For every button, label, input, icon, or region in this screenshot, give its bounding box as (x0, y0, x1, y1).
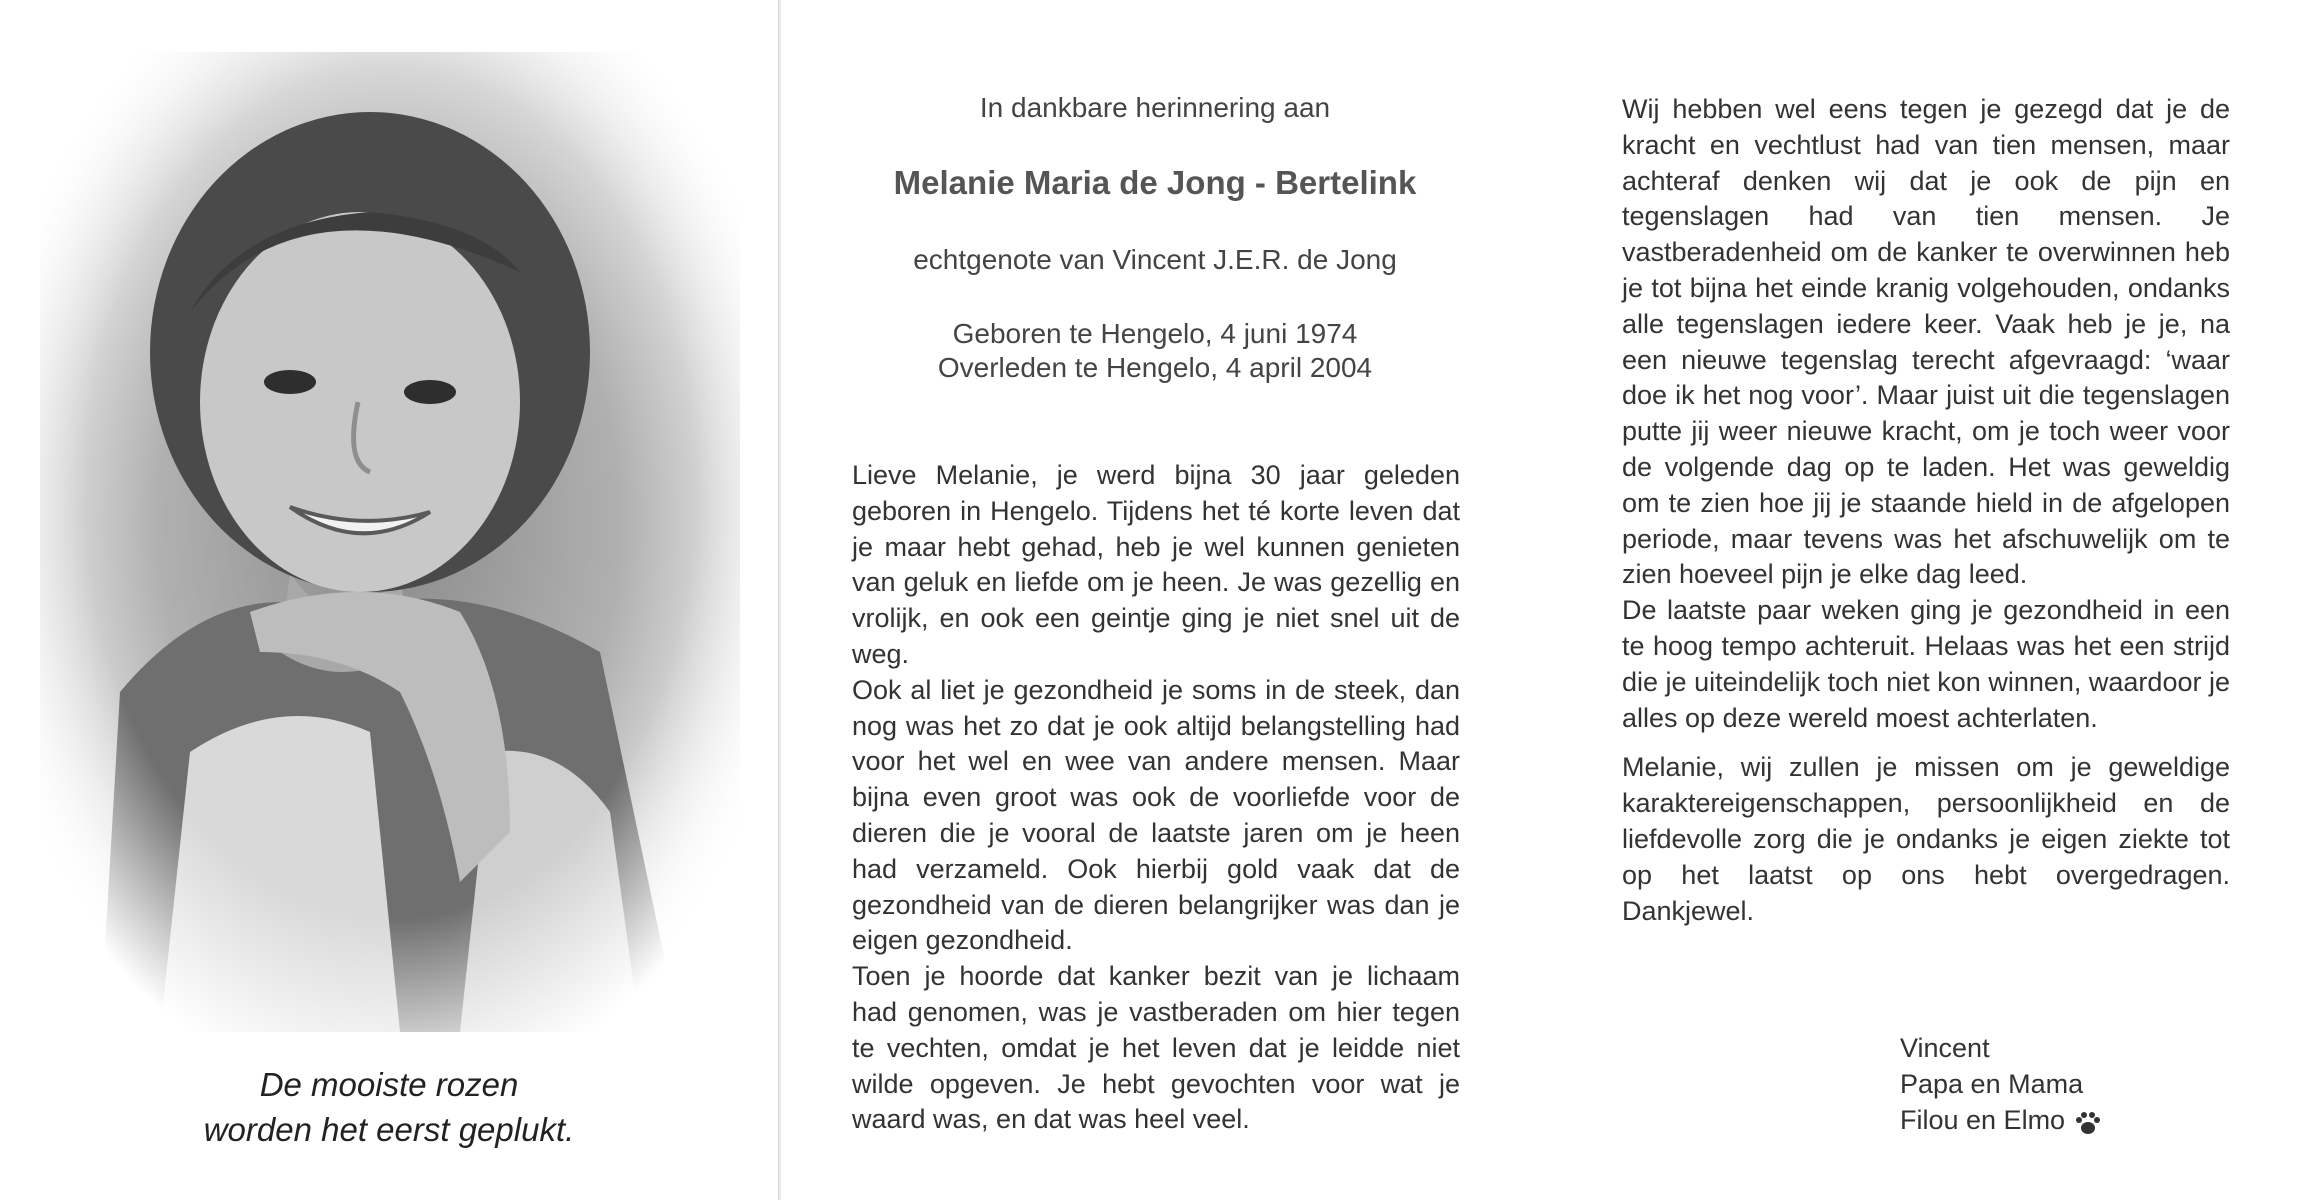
paw-icon (2073, 1109, 2103, 1135)
portrait-photo (40, 52, 740, 1032)
motto-line-1: De mooiste rozen (259, 1066, 519, 1103)
signature-line-3 (1900, 1102, 2103, 1138)
deceased-name: Melanie Maria de Jong - Bertelink (893, 164, 1417, 201)
right-paragraph-3: Melanie, wij zullen je missen om je geweldige karaktereigenschappen, persoonlijkheid en de liefdevolle zorg die je ondanks je eigen ziekte tot op het laatst op ons hebt overgedragen. Dankjewel. (1622, 752, 2230, 926)
middle-paragraph-1: Lieve Melanie, je werd bijna 30 jaar geleden geboren in Hengelo. Tijdens het té korte leven dat je maar hebt gehad, heb je wel kunnen genieten van geluk en liefde om je heen. Je was gezellig en vrolijk, en ook een geintje ging je niet snel uit de weg. (852, 460, 1460, 669)
motto-line-2: worden het eerst geplukt. (203, 1111, 575, 1148)
spouse-line: echtgenote van Vincent J.E.R. de Jong (913, 244, 1397, 275)
right-paragraph-2: De laatste paar weken ging je gezondheid in een te hoog tempo achteruit. Helaas was het een strijd die je uiteindelijk toch niet kon winnen, waardoor je alles op deze wereld moest achterlaten. (1622, 595, 2230, 733)
birth-line: Geboren te Hengelo, 4 juni 1974 (952, 318, 1358, 349)
right-paragraph-1: Wij hebben wel eens tegen je gezegd dat je de kracht en vechtlust had van tien mensen, maar achteraf denken wij dat je ook de pijn en tegenslagen had van tien mensen. Je vastberadenheid om de kanker te overwinnen heb je tot bijna het einde kranig volgehouden, ondanks alle tegenslagen iedere keer. Vaak heb je je, na een nieuwe tegenslag terecht afgevraagd: ‘waar doe ik het nog voor’. Maar juist uit die tegenslagen putte jij weer nieuwe kracht, om je toch weer voor de volgende dag op te laden. Het was geweldig om te zien hoe jij je staande hield in de afgelopen periode, maar tevens was het afschuwelijk om te zien hoeveel pijn je elke dag leed. (1622, 94, 2230, 590)
right-text-column (1622, 92, 2230, 929)
intro-text: In dankbare herinnering aan (979, 92, 1331, 123)
middle-paragraph-2: Ook al liet je gezondheid je soms in de steek, dan nog was het zo dat je ook altijd belangstelling had voor het wel en wee van andere mensen. Maar bijna even groot was ook de voorliefde voor de dieren die je vooral de laatste jaren om je heen had verzameld. Ook hierbij gold vaak dat de gezondheid van de dieren belangrijker was dan je eigen gezondheid. (852, 674, 1460, 956)
left-card-panel (0, 0, 779, 1200)
signature-line-3-text: Filou en Elmo (1900, 1105, 2066, 1135)
death-line: Overleden te Hengelo, 4 april 2004 (937, 352, 1373, 383)
memorial-motto (0, 1062, 778, 1152)
signature-line-2: Papa en Mama (1900, 1069, 2084, 1099)
signature-block (1900, 1030, 2103, 1138)
middle-text-column (852, 458, 1460, 1138)
middle-paragraph-3: Toen je hoorde dat kanker bezit van je lichaam had genomen, was je vastberaden om hier tegen te vechten, omdat je het leven dat je leidde niet wilde opgeven. Je hebt gevochten voor wat je waard was, en dat was heel veel. (852, 961, 1460, 1135)
signature-line-1: Vincent (1900, 1033, 1990, 1063)
